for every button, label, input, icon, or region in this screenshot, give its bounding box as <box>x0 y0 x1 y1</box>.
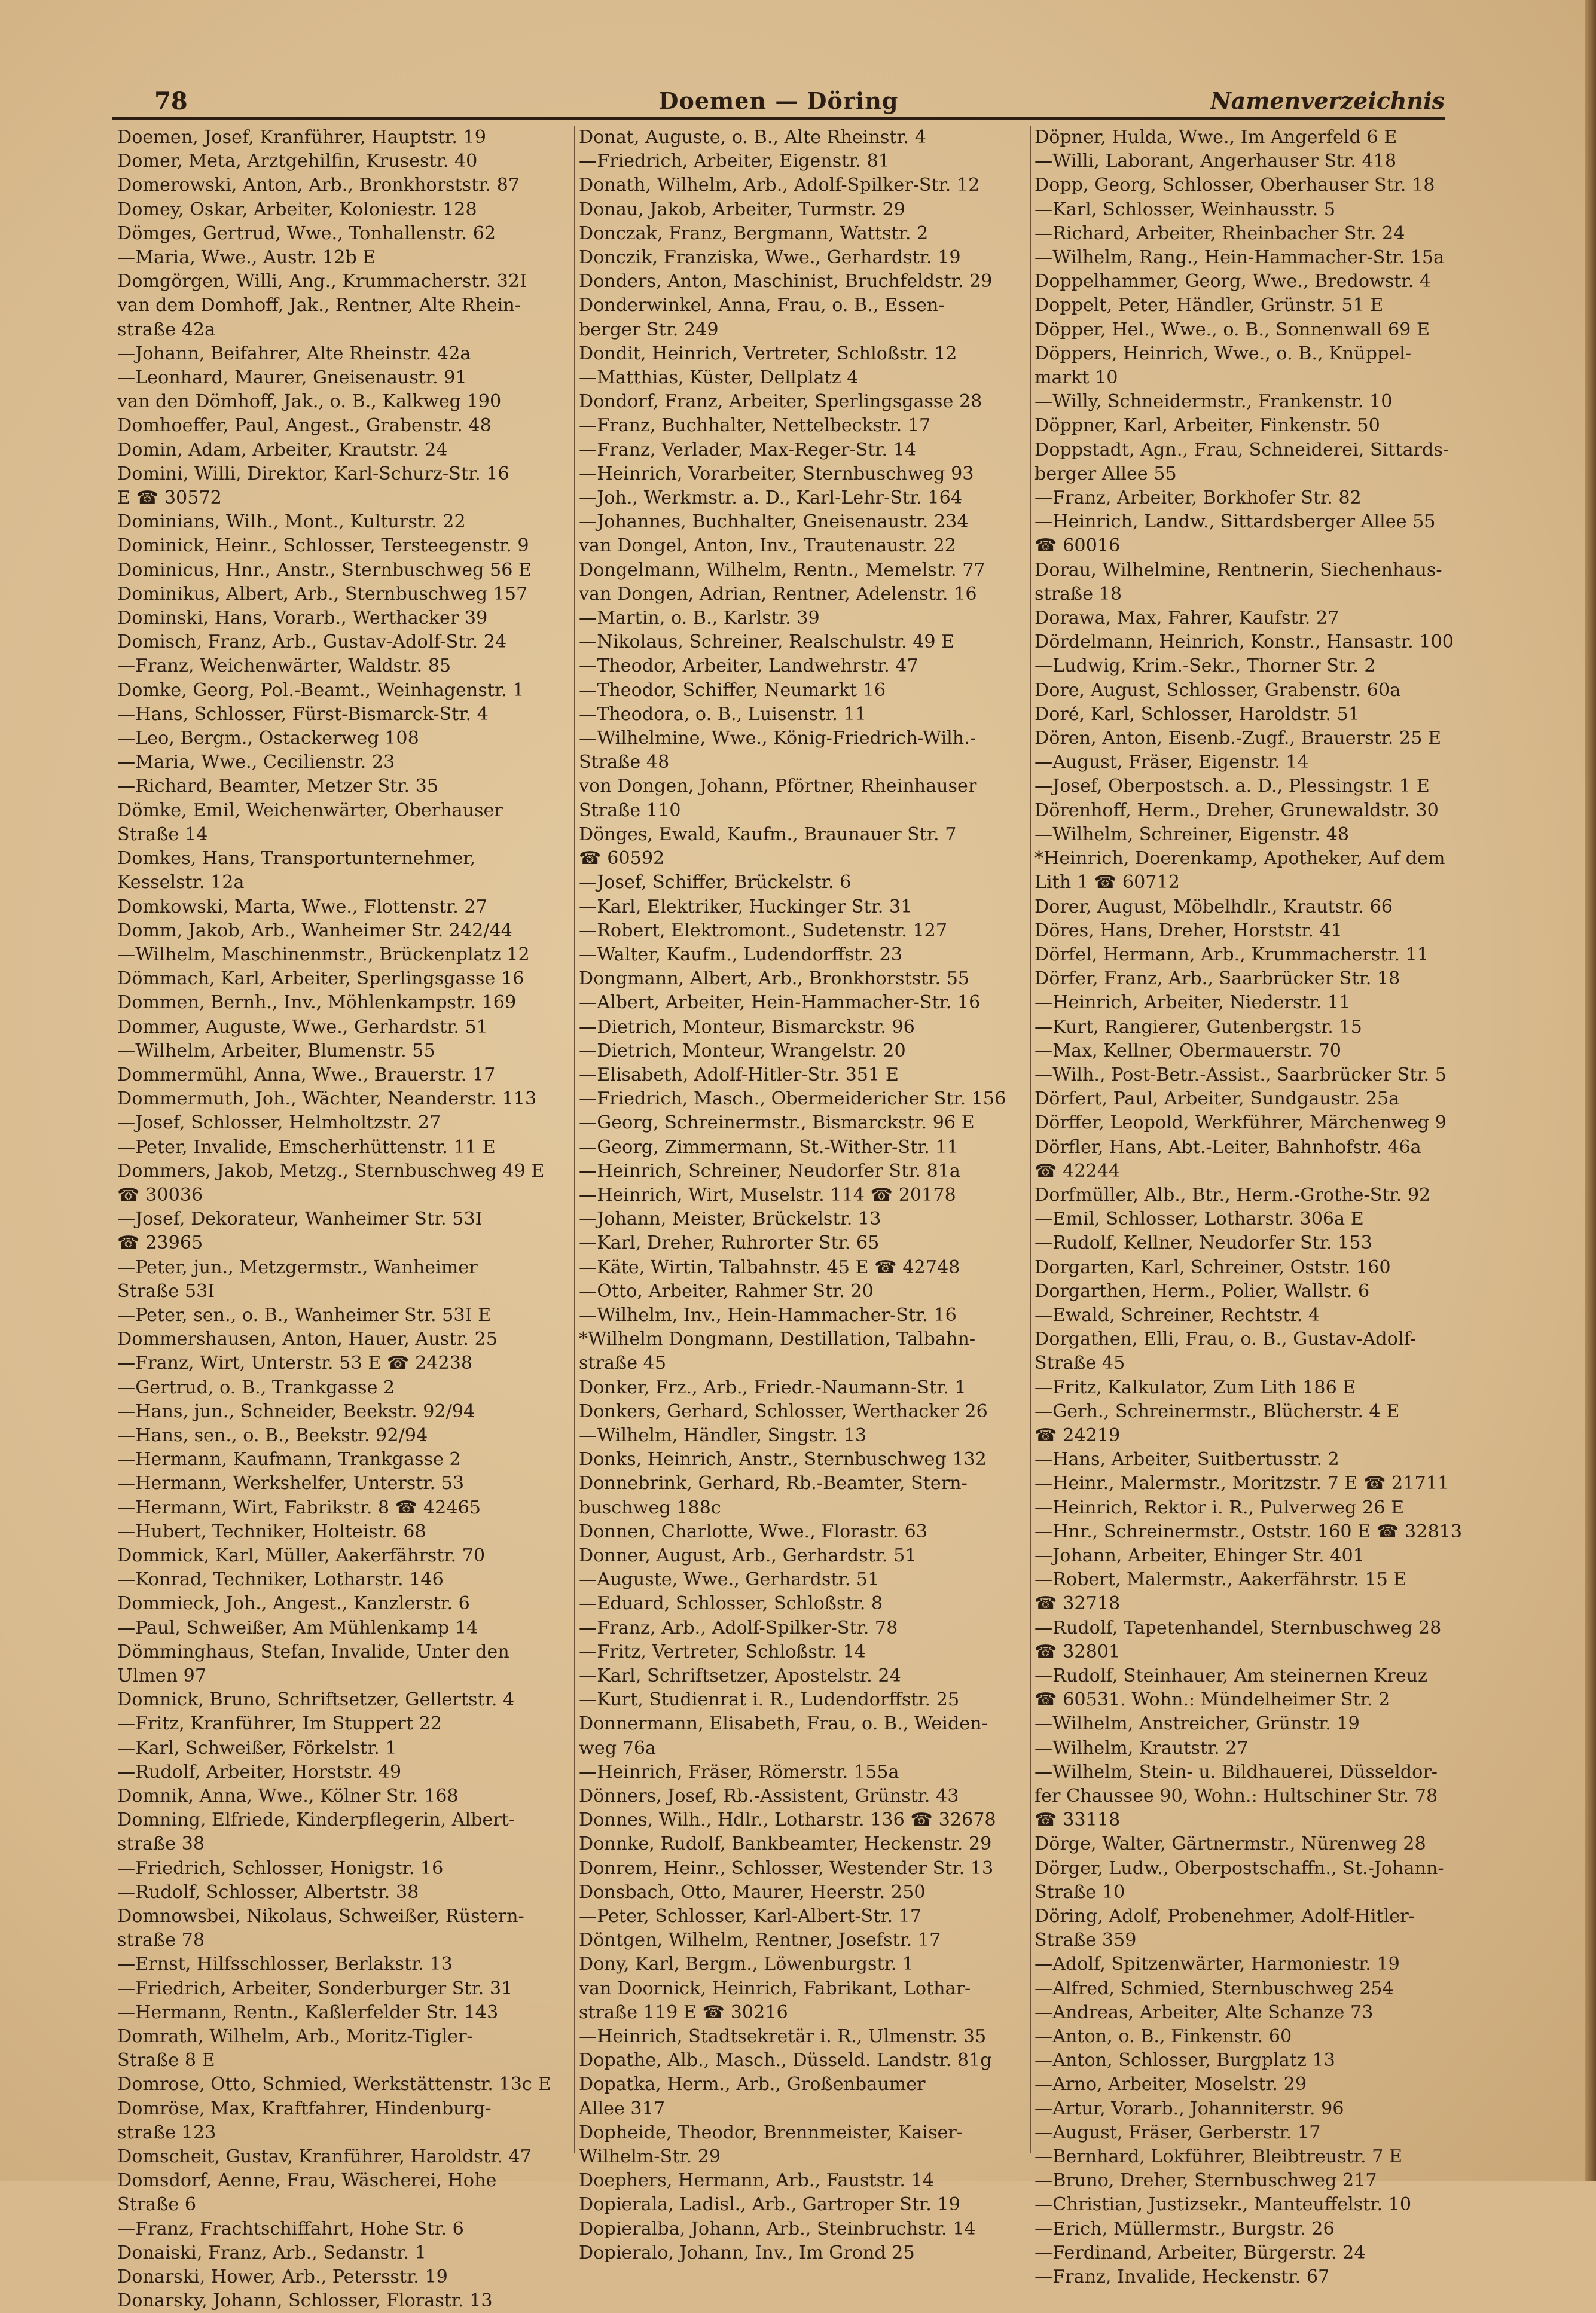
directory-entry-line: Doppelt, Peter, Händler, Grünstr. 51 E <box>1034 295 1384 316</box>
directory-entry-line: Dominikus, Albert, Arb., Sternbuschweg 157 <box>117 583 528 605</box>
directory-entry-line: Dopierala, Ladisl., Arb., Gartroper Str. 19 <box>579 2194 960 2216</box>
directory-entry-line: —Franz, Arbeiter, Borkhofer Str. 82 <box>1034 487 1362 509</box>
directory-entry-line: Dorgarten, Karl, Schreiner, Oststr. 160 <box>1034 1256 1391 1278</box>
directory-entry-line: Donnen, Charlotte, Wwe., Florastr. 63 <box>579 1521 927 1542</box>
directory-entry-line: —Fritz, Vertreter, Schloßstr. 14 <box>579 1641 866 1662</box>
directory-entry-line: Straße 10 <box>1034 1881 1125 1903</box>
column-middle <box>574 126 1038 2263</box>
directory-entry-line: —Rudolf, Steinhauer, Am steinernen Kreuz <box>1034 1665 1428 1686</box>
directory-entry-line: —Theodora, o. B., Luisenstr. 11 <box>579 703 867 725</box>
directory-entry-line: —Hans, Arbeiter, Suitbertusstr. 2 <box>1034 1449 1339 1470</box>
directory-entry-line: —Karl, Elektriker, Huckinger Str. 31 <box>579 896 913 917</box>
directory-entry-line: —Fritz, Kranführer, Im Stuppert 22 <box>117 1713 443 1735</box>
directory-entry-line: ☎ 23965 <box>117 1232 203 1254</box>
directory-entry-line: berger Allee 55 <box>1034 463 1177 484</box>
directory-entry-line: Dommieck, Joh., Angest., Kanzlerstr. 6 <box>117 1593 470 1615</box>
directory-entry-line: ☎ 30036 <box>117 1184 203 1206</box>
directory-entry-line: —Wilhelm, Inv., Hein-Hammacher-Str. 16 <box>579 1304 957 1326</box>
directory-entry-line: Dongmann, Albert, Arb., Bronkhorststr. 55 <box>579 968 970 990</box>
directory-entry-line: —Rudolf, Arbeiter, Horststr. 49 <box>117 1761 402 1783</box>
directory-entry-line: E ☎ 30572 <box>117 487 222 509</box>
directory-entry-line: ☎ 60592 <box>579 848 665 869</box>
directory-entry-line: —Elisabeth, Adolf-Hitler-Str. 351 E <box>579 1064 899 1085</box>
directory-entry-line: straße 18 <box>1034 583 1122 605</box>
directory-entry-line: —Kurt, Studienrat i. R., Ludendorffstr. 25 <box>579 1689 960 1711</box>
directory-entry-line: —Ewald, Schreiner, Rechtstr. 4 <box>1034 1304 1320 1326</box>
directory-entry-line: markt 10 <box>1034 367 1118 389</box>
directory-entry-line: —August, Fräser, Eigenstr. 14 <box>1034 752 1309 773</box>
directory-entry-line: —Heinrich, Fräser, Römerstr. 155a <box>579 1761 899 1783</box>
directory-entry-line: Dommers, Jakob, Metzg., Sternbuschweg 49 E <box>117 1160 545 1182</box>
directory-entry-line: —Willy, Schneidermstr., Frankenstr. 10 <box>1034 391 1393 413</box>
directory-entry-line: —Bruno, Dreher, Sternbuschweg 217 <box>1034 2170 1377 2192</box>
directory-entry-line: Dopieralo, Johann, Inv., Im Grond 25 <box>579 2242 915 2263</box>
directory-entry-line: Dopieralba, Johann, Arb., Steinbruchstr. 14 <box>579 2218 976 2239</box>
directory-entry-line: Dorfmüller, Alb., Btr., Herm.-Grothe-Str. 92 <box>1034 1184 1431 1206</box>
directory-entry-line: Döntgen, Wilhelm, Rentner, Josefstr. 17 <box>579 1930 941 1951</box>
directory-entry-line: Dominski, Hans, Vorarb., Werthacker 39 <box>117 608 488 629</box>
directory-entry-line: —Ferdinand, Arbeiter, Bürgerstr. 24 <box>1034 2242 1366 2263</box>
directory-entry-line: —Gertrud, o. B., Trankgasse 2 <box>117 1377 395 1398</box>
directory-entry-line: —Theodor, Arbeiter, Landwehrstr. 47 <box>579 655 918 677</box>
directory-entry-line: Dopheide, Theodor, Brennmeister, Kaiser- <box>579 2122 963 2143</box>
directory-entry-line: —Hermann, Kaufmann, Trankgasse 2 <box>117 1449 461 1470</box>
directory-entry-line: Dörfler, Hans, Abt.-Leiter, Bahnhofstr. 46a <box>1034 1136 1421 1158</box>
directory-entry-line: Donnermann, Elisabeth, Frau, o. B., Weiden- <box>579 1713 988 1735</box>
directory-entry-line: Donath, Wilhelm, Arb., Adolf-Spilker-Str. 12 <box>579 175 980 196</box>
directory-entry-line: —Dietrich, Monteur, Wrangelstr. 20 <box>579 1040 906 1061</box>
directory-entry-line: —Peter, sen., o. B., Wanheimer Str. 53I E <box>117 1304 492 1326</box>
directory-entry-line: Döppers, Heinrich, Wwe., o. B., Knüppel- <box>1034 343 1412 364</box>
directory-entry-line: *Wilhelm Dongmann, Destillation, Talbahn- <box>579 1329 976 1350</box>
directory-entry-line: Straße 6 <box>117 2194 197 2216</box>
directory-entry-line: Dorgathen, Elli, Frau, o. B., Gustav-Adolf- <box>1034 1329 1416 1350</box>
directory-entry-line: —Rudolf, Schlosser, Albertstr. 38 <box>117 1881 419 1903</box>
directory-entry-line: —Franz, Verlader, Max-Reger-Str. 14 <box>579 439 917 460</box>
directory-entry-line: —Heinrich, Landw., Sittardsberger Allee 55 <box>1034 511 1436 533</box>
directory-entry-line: straße 78 <box>117 1930 205 1951</box>
directory-entry-line: —Konrad, Techniker, Lotharstr. 146 <box>117 1569 444 1591</box>
directory-entry-line: Donczak, Franz, Bergmann, Wattstr. 2 <box>579 222 929 244</box>
directory-entry-line: —Dietrich, Monteur, Bismarckstr. 96 <box>579 1016 915 1038</box>
directory-entry-line: *Heinrich, Doerenkamp, Apotheker, Auf dem <box>1034 848 1445 869</box>
directory-entry-line: Dominicus, Hnr., Anstr., Sternbuschweg 56 E <box>117 559 532 581</box>
directory-entry-line: Domscheit, Gustav, Kranführer, Haroldstr. 47 <box>117 2146 532 2168</box>
directory-entry-line: Döpner, Hulda, Wwe., Im Angerfeld 6 E <box>1034 127 1397 148</box>
directory-entry-line: straße 119 E ☎ 30216 <box>579 2001 788 2023</box>
directory-entry-line: —Ludwig, Krim.-Sekr., Thorner Str. 2 <box>1034 655 1376 677</box>
directory-entry-line: Dörenhoff, Herm., Dreher, Grunewaldstr. 30 <box>1034 800 1439 821</box>
directory-entry-line: —Franz, Weichenwärter, Waldstr. 85 <box>117 655 451 677</box>
directory-entry-line: Doré, Karl, Schlosser, Haroldstr. 51 <box>1034 703 1360 725</box>
directory-entry-line: —Hans, jun., Schneider, Beekstr. 92/94 <box>117 1400 475 1422</box>
directory-entry-line: —Josef, Schlosser, Helmholtzstr. 27 <box>117 1112 441 1134</box>
directory-entry-line: Donsbach, Otto, Maurer, Heerstr. 250 <box>579 1881 926 1903</box>
directory-entry-line: Dominick, Heinr., Schlosser, Tersteegenstr. 9 <box>117 535 529 557</box>
directory-entry-line: —Franz, Buchhalter, Nettelbeckstr. 17 <box>579 415 931 437</box>
directory-entry-line: Straße 14 <box>117 823 208 845</box>
section-title: Namenverzeichnis <box>1210 87 1445 114</box>
directory-entry-line: straße 38 <box>117 1833 205 1855</box>
directory-entry-line: —Heinrich, Wirt, Muselstr. 114 ☎ 20178 <box>579 1184 956 1206</box>
directory-entry-line: Domm, Jakob, Arb., Wanheimer Str. 242/44 <box>117 920 512 941</box>
directory-entry-line: Dörfert, Paul, Arbeiter, Sundgaustr. 25a <box>1034 1088 1400 1110</box>
page-edge-shadow <box>1585 0 1596 2181</box>
directory-entry-line: Domerowski, Anton, Arb., Bronkhorststr. 87 <box>117 175 520 196</box>
directory-entry-line: Dony, Karl, Bergm., Löwenburgstr. 1 <box>579 1954 914 1975</box>
directory-entry-line: Döres, Hans, Dreher, Horststr. 41 <box>1034 920 1342 941</box>
column-right <box>1030 126 1463 2288</box>
directory-entry-line: —Martin, o. B., Karlstr. 39 <box>579 608 820 629</box>
directory-entry-line: —Johann, Meister, Brückelstr. 13 <box>579 1209 881 1230</box>
directory-entry-line: Donaiski, Franz, Arb., Sedanstr. 1 <box>117 2242 426 2263</box>
directory-entry-line: —Christian, Justizsekr., Manteuffelstr. 10 <box>1034 2194 1412 2216</box>
directory-entry-line: —Karl, Schriftsetzer, Apostelstr. 24 <box>579 1665 901 1686</box>
directory-entry-line: —August, Fräser, Gerberstr. 17 <box>1034 2122 1321 2143</box>
directory-entry-line: Dorawa, Max, Fahrer, Kaufstr. 27 <box>1034 608 1339 629</box>
directory-entry-line: —Heinrich, Schreiner, Neudorfer Str. 81a <box>579 1160 960 1182</box>
directory-entry-line: —Bernhard, Lokführer, Bleibtreustr. 7 E <box>1034 2146 1402 2168</box>
directory-entry-line: —Käte, Wirtin, Talbahnstr. 45 E ☎ 42748 <box>579 1256 960 1278</box>
directory-entry-line: Donat, Auguste, o. B., Alte Rheinstr. 4 <box>579 127 926 148</box>
directory-entry-line: Donner, August, Arb., Gerhardstr. 51 <box>579 1545 917 1566</box>
directory-entry-line: Dommermühl, Anna, Wwe., Brauerstr. 17 <box>117 1064 496 1085</box>
directory-entry-line: ☎ 42244 <box>1034 1160 1121 1182</box>
directory-entry-line: Domrose, Otto, Schmied, Werkstättenstr. 13c E <box>117 2074 551 2095</box>
directory-entry-line: —Matthias, Küster, Dellplatz 4 <box>579 367 859 389</box>
directory-entry-line: Dörger, Ludw., Oberpostschaffn., St.-Johann- <box>1034 1857 1444 1879</box>
directory-entry-line: —Hubert, Techniker, Holteistr. 68 <box>117 1521 426 1542</box>
directory-entry-line: straße 123 <box>117 2122 216 2143</box>
directory-entry-line: Donczik, Franziska, Wwe., Gerhardstr. 19 <box>579 247 961 268</box>
directory-entry-line: —Joh., Werkmstr. a. D., Karl-Lehr-Str. 164 <box>579 487 963 509</box>
directory-entry-line: Donks, Heinrich, Anstr., Sternbuschweg 132 <box>579 1449 987 1470</box>
directory-entry-line: Domkes, Hans, Transportunternehmer, <box>117 848 476 869</box>
directory-entry-line: Donderwinkel, Anna, Frau, o. B., Essen- <box>579 295 945 316</box>
directory-entry-line: Dommick, Karl, Müller, Aakerfährstr. 70 <box>117 1545 486 1566</box>
page-title: Doemen — Döring <box>658 87 899 114</box>
directory-entry-line: ☎ 60016 <box>1034 535 1121 557</box>
directory-entry-line: —Wilhelm, Anstreicher, Grünstr. 19 <box>1034 1713 1360 1735</box>
column-left <box>117 126 569 2312</box>
directory-entry-line: —Peter, Invalide, Emscherhüttenstr. 11 E <box>117 1136 496 1158</box>
directory-entry-line: straße 45 <box>579 1353 667 1374</box>
directory-entry-line: van den Dömhoff, Jak., o. B., Kalkweg 190 <box>117 391 502 413</box>
directory-entry-line: Domke, Georg, Pol.-Beamt., Weinhagenstr. 1 <box>117 679 524 701</box>
directory-entry-line: Dömke, Emil, Weichenwärter, Oberhauser <box>117 800 503 821</box>
directory-entry-line: Donarski, Hower, Arb., Petersstr. 19 <box>117 2266 448 2288</box>
directory-entry-line: ☎ 24219 <box>1034 1424 1121 1446</box>
directory-entry-line: Straße 359 <box>1034 1930 1137 1951</box>
directory-entry-line: Dondit, Heinrich, Vertreter, Schloßstr. 12 <box>579 343 957 364</box>
directory-entry-line: Donarsky, Johann, Schlosser, Florastr. 13 <box>117 2290 493 2312</box>
directory-entry-line: Dörge, Walter, Gärtnermstr., Nürenweg 28 <box>1034 1833 1426 1855</box>
directory-entry-line: weg 76a <box>579 1737 657 1759</box>
directory-entry-line: Dönners, Josef, Rb.-Assistent, Grünstr. 43 <box>579 1786 959 1807</box>
directory-entry-line: buschweg 188c <box>579 1497 721 1518</box>
directory-entry-line: Straße 45 <box>1034 1353 1125 1374</box>
directory-entry-line: Dönges, Ewald, Kaufm., Braunauer Str. 7 <box>579 823 957 845</box>
directory-entry-line: —Franz, Arb., Adolf-Spilker-Str. 78 <box>579 1617 898 1638</box>
directory-entry-line: Lith 1 ☎ 60712 <box>1034 872 1180 893</box>
directory-entry-line: Donnebrink, Gerhard, Rb.-Beamter, Stern- <box>579 1473 968 1494</box>
directory-entry-line: Dommen, Bernh., Inv., Möhlenkampstr. 169 <box>117 992 517 1014</box>
directory-entry-line: Dommer, Auguste, Wwe., Gerhardstr. 51 <box>117 1016 488 1038</box>
directory-entry-line: Donnke, Rudolf, Bankbeamter, Heckenstr. 29 <box>579 1833 992 1855</box>
directory-entry-line: —Wilhelm, Schreiner, Eigenstr. 48 <box>1034 823 1350 845</box>
directory-entry-line: Döring, Adolf, Probenehmer, Adolf-Hitler- <box>1034 1906 1415 1927</box>
directory-entry-line: —Wilhelm, Rang., Hein-Hammacher-Str. 15a <box>1034 247 1445 268</box>
directory-entry-line: —Alfred, Schmied, Sternbuschweg 254 <box>1034 1978 1394 1999</box>
directory-entry-line: berger Str. 249 <box>579 319 719 340</box>
directory-entry-line: Dopathe, Alb., Masch., Düsseld. Landstr. 81g <box>579 2050 992 2071</box>
directory-entry-line: Domini, Willi, Direktor, Karl-Schurz-Str. 16 <box>117 463 509 484</box>
directory-entry-line: Kesselstr. 12a <box>117 872 245 893</box>
directory-entry-line: —Josef, Dekorateur, Wanheimer Str. 53I <box>117 1209 483 1230</box>
directory-entry-line: —Friedrich, Arbeiter, Eigenstr. 81 <box>579 151 890 172</box>
directory-entry-line: —Wilhelm, Maschinenmstr., Brückenplatz 12 <box>117 944 530 965</box>
directory-entry-line: —Willi, Laborant, Angerhauser Str. 418 <box>1034 151 1397 172</box>
directory-entry-line: —Karl, Schlosser, Weinhausstr. 5 <box>1034 199 1336 220</box>
directory-entry-line: Dömmach, Karl, Arbeiter, Sperlingsgasse 16 <box>117 968 524 990</box>
directory-entry-line: —Heinrich, Arbeiter, Niederstr. 11 <box>1034 992 1351 1014</box>
directory-entry-line: Domin, Adam, Arbeiter, Krautstr. 24 <box>117 439 448 460</box>
directory-entry-line: —Richard, Arbeiter, Rheinbacher Str. 24 <box>1034 222 1405 244</box>
directory-entry-line: —Karl, Schweißer, Förkelstr. 1 <box>117 1737 397 1759</box>
directory-entry-line: Straße 48 <box>579 752 670 773</box>
directory-entry-line: Döpper, Hel., Wwe., o. B., Sonnenwall 69 E <box>1034 319 1430 340</box>
directory-entry-line: van Dongen, Adrian, Rentner, Adelenstr. 16 <box>579 583 977 605</box>
directory-entry-line: Dominians, Wilh., Mont., Kulturstr. 22 <box>117 511 466 533</box>
directory-entry-line: —Leonhard, Maurer, Gneisenaustr. 91 <box>117 367 467 389</box>
directory-entry-line: Dongelmann, Wilhelm, Rentn., Memelstr. 77 <box>579 559 985 581</box>
directory-entry-line: —Heinrich, Rektor i. R., Pulverweg 26 E <box>1034 1497 1405 1518</box>
directory-entry-line: Donker, Frz., Arb., Friedr.-Naumann-Str. 1 <box>579 1377 966 1398</box>
directory-entry-line: —Friedrich, Arbeiter, Sonderburger Str. 31 <box>117 1978 513 1999</box>
directory-entry-line: —Wilhelmine, Wwe., König-Friedrich-Wilh.- <box>579 728 976 749</box>
directory-entry-line: —Josef, Schiffer, Brückelstr. 6 <box>579 872 852 893</box>
directory-entry-line: Dondorf, Franz, Arbeiter, Sperlingsgasse 28 <box>579 391 982 413</box>
page-header <box>112 84 1445 120</box>
directory-entry-line: —Hans, Schlosser, Fürst-Bismarck-Str. 4 <box>117 703 489 725</box>
directory-entry-line: —Wilhelm, Krautstr. 27 <box>1034 1737 1249 1759</box>
directory-entry-line: —Hermann, Rentn., Kaßlerfelder Str. 143 <box>117 2001 499 2023</box>
directory-entry-line: —Otto, Arbeiter, Rahmer Str. 20 <box>579 1280 874 1302</box>
directory-entry-line: —Anton, o. B., Finkenstr. 60 <box>1034 2026 1292 2047</box>
directory-entry-line: Dörfer, Franz, Arb., Saarbrücker Str. 18 <box>1034 968 1400 990</box>
directory-entry-line: Döppner, Karl, Arbeiter, Finkenstr. 50 <box>1034 415 1380 437</box>
directory-entry-line: Domnik, Anna, Wwe., Kölner Str. 168 <box>117 1786 459 1807</box>
directory-entry-line: van Dongel, Anton, Inv., Trautenaustr. 22 <box>579 535 956 557</box>
directory-entry-line: —Eduard, Schlosser, Schloßstr. 8 <box>579 1593 883 1615</box>
directory-entry-line: —Franz, Invalide, Heckenstr. 67 <box>1034 2266 1330 2288</box>
directory-entry-line: —Adolf, Spitzenwärter, Harmoniestr. 19 <box>1034 1954 1400 1975</box>
directory-entry-line: —Paul, Schweißer, Am Mühlenkamp 14 <box>117 1617 478 1638</box>
directory-entry-line: —Georg, Schreinermstr., Bismarckstr. 96 E <box>579 1112 975 1134</box>
directory-entry-line: —Gerh., Schreinermstr., Blücherstr. 4 E <box>1034 1400 1400 1422</box>
page-number: 78 <box>154 87 188 115</box>
directory-entry-line: —Ernst, Hilfsschlosser, Berlakstr. 13 <box>117 1954 453 1975</box>
directory-entry-line: —Theodor, Schiffer, Neumarkt 16 <box>579 679 886 701</box>
directory-entry-line: Domröse, Max, Kraftfahrer, Hindenburg- <box>117 2098 492 2119</box>
directory-entry-line: Donnes, Wilh., Hdlr., Lotharstr. 136 ☎ 32678 <box>579 1809 996 1831</box>
directory-entry-line: —Leo, Bergm., Ostackerweg 108 <box>117 728 419 749</box>
directory-entry-line: Domer, Meta, Arztgehilfin, Krusestr. 40 <box>117 151 478 172</box>
directory-entry-line: Dördelmann, Heinrich, Konstr., Hansastr. 100 <box>1034 631 1454 653</box>
directory-entry-line: ☎ 60531. Wohn.: Mündelheimer Str. 2 <box>1034 1689 1390 1711</box>
directory-entry-line: Dömges, Gertrud, Wwe., Tonhallenstr. 62 <box>117 222 496 244</box>
directory-entry-line: —Franz, Frachtschiffahrt, Hohe Str. 6 <box>117 2218 464 2239</box>
directory-entry-line: —Heinr., Malermstr., Moritzstr. 7 E ☎ 21711 <box>1034 1473 1449 1494</box>
directory-entry-line: van Doornick, Heinrich, Fabrikant, Lothar- <box>579 1978 971 1999</box>
directory-entry-line: —Emil, Schlosser, Lotharstr. 306a E <box>1034 1209 1364 1230</box>
directory-entry-line: Ulmen 97 <box>117 1665 207 1686</box>
directory-entry-line: —Wilhelm, Arbeiter, Blumenstr. 55 <box>117 1040 435 1061</box>
directory-entry-line: —Friedrich, Masch., Obermeidericher Str. 156 <box>579 1088 1006 1110</box>
directory-entry-line: Doemen, Josef, Kranführer, Hauptstr. 19 <box>117 127 486 148</box>
directory-entry-line: Dören, Anton, Eisenb.-Zugf., Brauerstr. 25 E <box>1034 728 1442 749</box>
directory-entry-line: —Johann, Arbeiter, Ehinger Str. 401 <box>1034 1545 1365 1566</box>
directory-entry-line: —Andreas, Arbeiter, Alte Schanze 73 <box>1034 2001 1374 2023</box>
directory-entry-line: Straße 53I <box>117 1280 215 1302</box>
directory-entry-line: —Hermann, Wirt, Fabrikstr. 8 ☎ 42465 <box>117 1497 481 1518</box>
directory-entry-line: Domhoeffer, Paul, Angest., Grabenstr. 48 <box>117 415 492 437</box>
directory-entry-line: —Richard, Beamter, Metzer Str. 35 <box>117 776 439 797</box>
directory-entry-line: —Karl, Dreher, Ruhrorter Str. 65 <box>579 1232 880 1254</box>
directory-entry-line: —Robert, Malermstr., Aakerfährstr. 15 E <box>1034 1569 1407 1591</box>
directory-entry-line: —Heinrich, Stadtsekretär i. R., Ulmenstr. 35 <box>579 2026 987 2047</box>
directory-entry-line: —Franz, Wirt, Unterstr. 53 E ☎ 24238 <box>117 1353 473 1374</box>
directory-entry-line: ☎ 32718 <box>1034 1593 1121 1615</box>
directory-entry-line: —Josef, Oberpostsch. a. D., Plessingstr. 1 E <box>1034 776 1430 797</box>
directory-entry-line: —Georg, Zimmermann, St.-Wither-Str. 11 <box>579 1136 959 1158</box>
directory-entry-line: —Rudolf, Kellner, Neudorfer Str. 153 <box>1034 1232 1372 1254</box>
directory-entry-line: ☎ 33118 <box>1034 1809 1121 1831</box>
directory-entry-line: van dem Domhoff, Jak., Rentner, Alte Rhein- <box>117 295 521 316</box>
directory-entry-line: Domgörgen, Willi, Ang., Krummacherstr. 32I <box>117 271 527 292</box>
directory-entry-line: —Hermann, Werkshelfer, Unterstr. 53 <box>117 1473 465 1494</box>
directory-entry-line: Domning, Elfriede, Kinderpflegerin, Albert- <box>117 1809 515 1831</box>
directory-entry-line: —Friedrich, Schlosser, Honigstr. 16 <box>117 1857 444 1879</box>
directory-entry-line: Dörfel, Hermann, Arb., Krummacherstr. 11 <box>1034 944 1429 965</box>
directory-entry-line: Dorgarthen, Herm., Polier, Wallstr. 6 <box>1034 1280 1370 1302</box>
directory-entry-line: —Wilhelm, Stein- u. Bildhauerei, Düsseldor- <box>1034 1761 1438 1783</box>
directory-entry-line: —Arno, Arbeiter, Moselstr. 29 <box>1034 2074 1307 2095</box>
directory-entry-line: —Albert, Arbeiter, Hein-Hammacher-Str. 16 <box>579 992 981 1014</box>
directory-entry-line: —Maria, Wwe., Austr. 12b E <box>117 247 376 268</box>
directory-entry-line: —Hans, sen., o. B., Beekstr. 92/94 <box>117 1424 428 1446</box>
directory-entry-line: Dommermuth, Joh., Wächter, Neanderstr. 113 <box>117 1088 537 1110</box>
directory-entry-line: Donau, Jakob, Arbeiter, Turmstr. 29 <box>579 199 905 220</box>
directory-entry-line: Domey, Oskar, Arbeiter, Koloniestr. 128 <box>117 199 477 220</box>
directory-entry-line: Wilhelm-Str. 29 <box>579 2146 721 2168</box>
directory-entry-line: straße 42a <box>117 319 216 340</box>
directory-entry-line: Doppstadt, Agn., Frau, Schneiderei, Sittards- <box>1034 439 1449 460</box>
directory-entry-line: Domisch, Franz, Arb., Gustav-Adolf-Str. 24 <box>117 631 507 653</box>
directory-entry-line: ☎ 32801 <box>1034 1641 1121 1662</box>
directory-entry-line: Donkers, Gerhard, Schlosser, Werthacker 26 <box>579 1400 988 1422</box>
directory-entry-line: Domnowsbei, Nikolaus, Schweißer, Rüstern- <box>117 1906 524 1927</box>
directory-entry-line: von Dongen, Johann, Pförtner, Rheinhauser <box>579 776 977 797</box>
directory-entry-line: —Peter, Schlosser, Karl-Albert-Str. 17 <box>579 1906 922 1927</box>
directory-entry-line: Domsdorf, Aenne, Frau, Wäscherei, Hohe <box>117 2170 497 2192</box>
directory-entry-line: —Auguste, Wwe., Gerhardstr. 51 <box>579 1569 880 1591</box>
directory-entry-line: fer Chaussee 90, Wohn.: Hultschiner Str. 78 <box>1034 1786 1438 1807</box>
directory-entry-line: —Peter, jun., Metzgermstr., Wanheimer <box>117 1256 478 1278</box>
directory-entry-line: Dore, August, Schlosser, Grabenstr. 60a <box>1034 679 1401 701</box>
directory-entry-line: Allee 317 <box>579 2098 666 2119</box>
directory-entry-line: Domkowski, Marta, Wwe., Flottenstr. 27 <box>117 896 487 917</box>
directory-entry-line: Doephers, Hermann, Arb., Fauststr. 14 <box>579 2170 934 2192</box>
directory-entry-line: —Heinrich, Vorarbeiter, Sternbuschweg 93 <box>579 463 974 484</box>
directory-entry-line: Doppelhammer, Georg, Wwe., Bredowstr. 4 <box>1034 271 1431 292</box>
directory-entry-line: Dömminghaus, Stefan, Invalide, Unter den <box>117 1641 509 1662</box>
directory-entry-line: —Artur, Vorarb., Johanniterstr. 96 <box>1034 2098 1344 2119</box>
directory-entry-line: —Erich, Müllermstr., Burgstr. 26 <box>1034 2218 1335 2239</box>
directory-entry-line: —Robert, Elektromont., Sudetenstr. 127 <box>579 920 948 941</box>
directory-entry-line: —Wilh., Post-Betr.-Assist., Saarbrücker Str. 5 <box>1034 1064 1447 1085</box>
directory-entry-line: Domrath, Wilhelm, Arb., Moritz-Tigler- <box>117 2026 473 2047</box>
directory-entry-line: —Kurt, Rangierer, Gutenbergstr. 15 <box>1034 1016 1362 1038</box>
directory-entry-line: —Wilhelm, Händler, Singstr. 13 <box>579 1424 867 1446</box>
directory-entry-line: Donders, Anton, Maschinist, Bruchfeldstr. 29 <box>579 271 993 292</box>
directory-entry-line: —Walter, Kaufm., Ludendorffstr. 23 <box>579 944 902 965</box>
directory-entry-line: —Fritz, Kalkulator, Zum Lith 186 E <box>1034 1377 1356 1398</box>
directory-entry-line: Dorer, August, Möbelhdlr., Krautstr. 66 <box>1034 896 1393 917</box>
directory-entry-line: —Nikolaus, Schreiner, Realschulstr. 49 E <box>579 631 955 653</box>
directory-entry-line: Straße 110 <box>579 800 681 821</box>
directory-entry-line: —Rudolf, Tapetenhandel, Sternbuschweg 28 <box>1034 1617 1442 1638</box>
directory-entry-line: Dorau, Wilhelmine, Rentnerin, Siechenhaus- <box>1034 559 1442 581</box>
directory-entry-line: —Maria, Wwe., Cecilienstr. 23 <box>117 752 395 773</box>
directory-entry-line: —Anton, Schlosser, Burgplatz 13 <box>1034 2050 1335 2071</box>
directory-entry-line: Donrem, Heinr., Schlosser, Westender Str. 13 <box>579 1857 994 1879</box>
directory-entry-line: —Johannes, Buchhalter, Gneisenaustr. 234 <box>579 511 969 533</box>
directory-entry-line: —Hnr., Schreinermstr., Oststr. 160 E ☎ 32813 <box>1034 1521 1463 1542</box>
directory-entry-line: Dopp, Georg, Schlosser, Oberhauser Str. 18 <box>1034 175 1435 196</box>
directory-entry-line: Straße 8 E <box>117 2050 215 2071</box>
directory-entry-line: —Max, Kellner, Obermauerstr. 70 <box>1034 1040 1341 1061</box>
directory-entry-line: Domnick, Bruno, Schriftsetzer, Gellertstr. 4 <box>117 1689 515 1711</box>
directory-entry-line: Dörffer, Leopold, Werkführer, Märchenweg 9 <box>1034 1112 1447 1134</box>
directory-entry-line: —Johann, Beifahrer, Alte Rheinstr. 42a <box>117 343 471 364</box>
directory-entry-line: Dopatka, Herm., Arb., Großenbaumer <box>579 2074 926 2095</box>
directory-entry-line: Dommershausen, Anton, Hauer, Austr. 25 <box>117 1329 498 1350</box>
